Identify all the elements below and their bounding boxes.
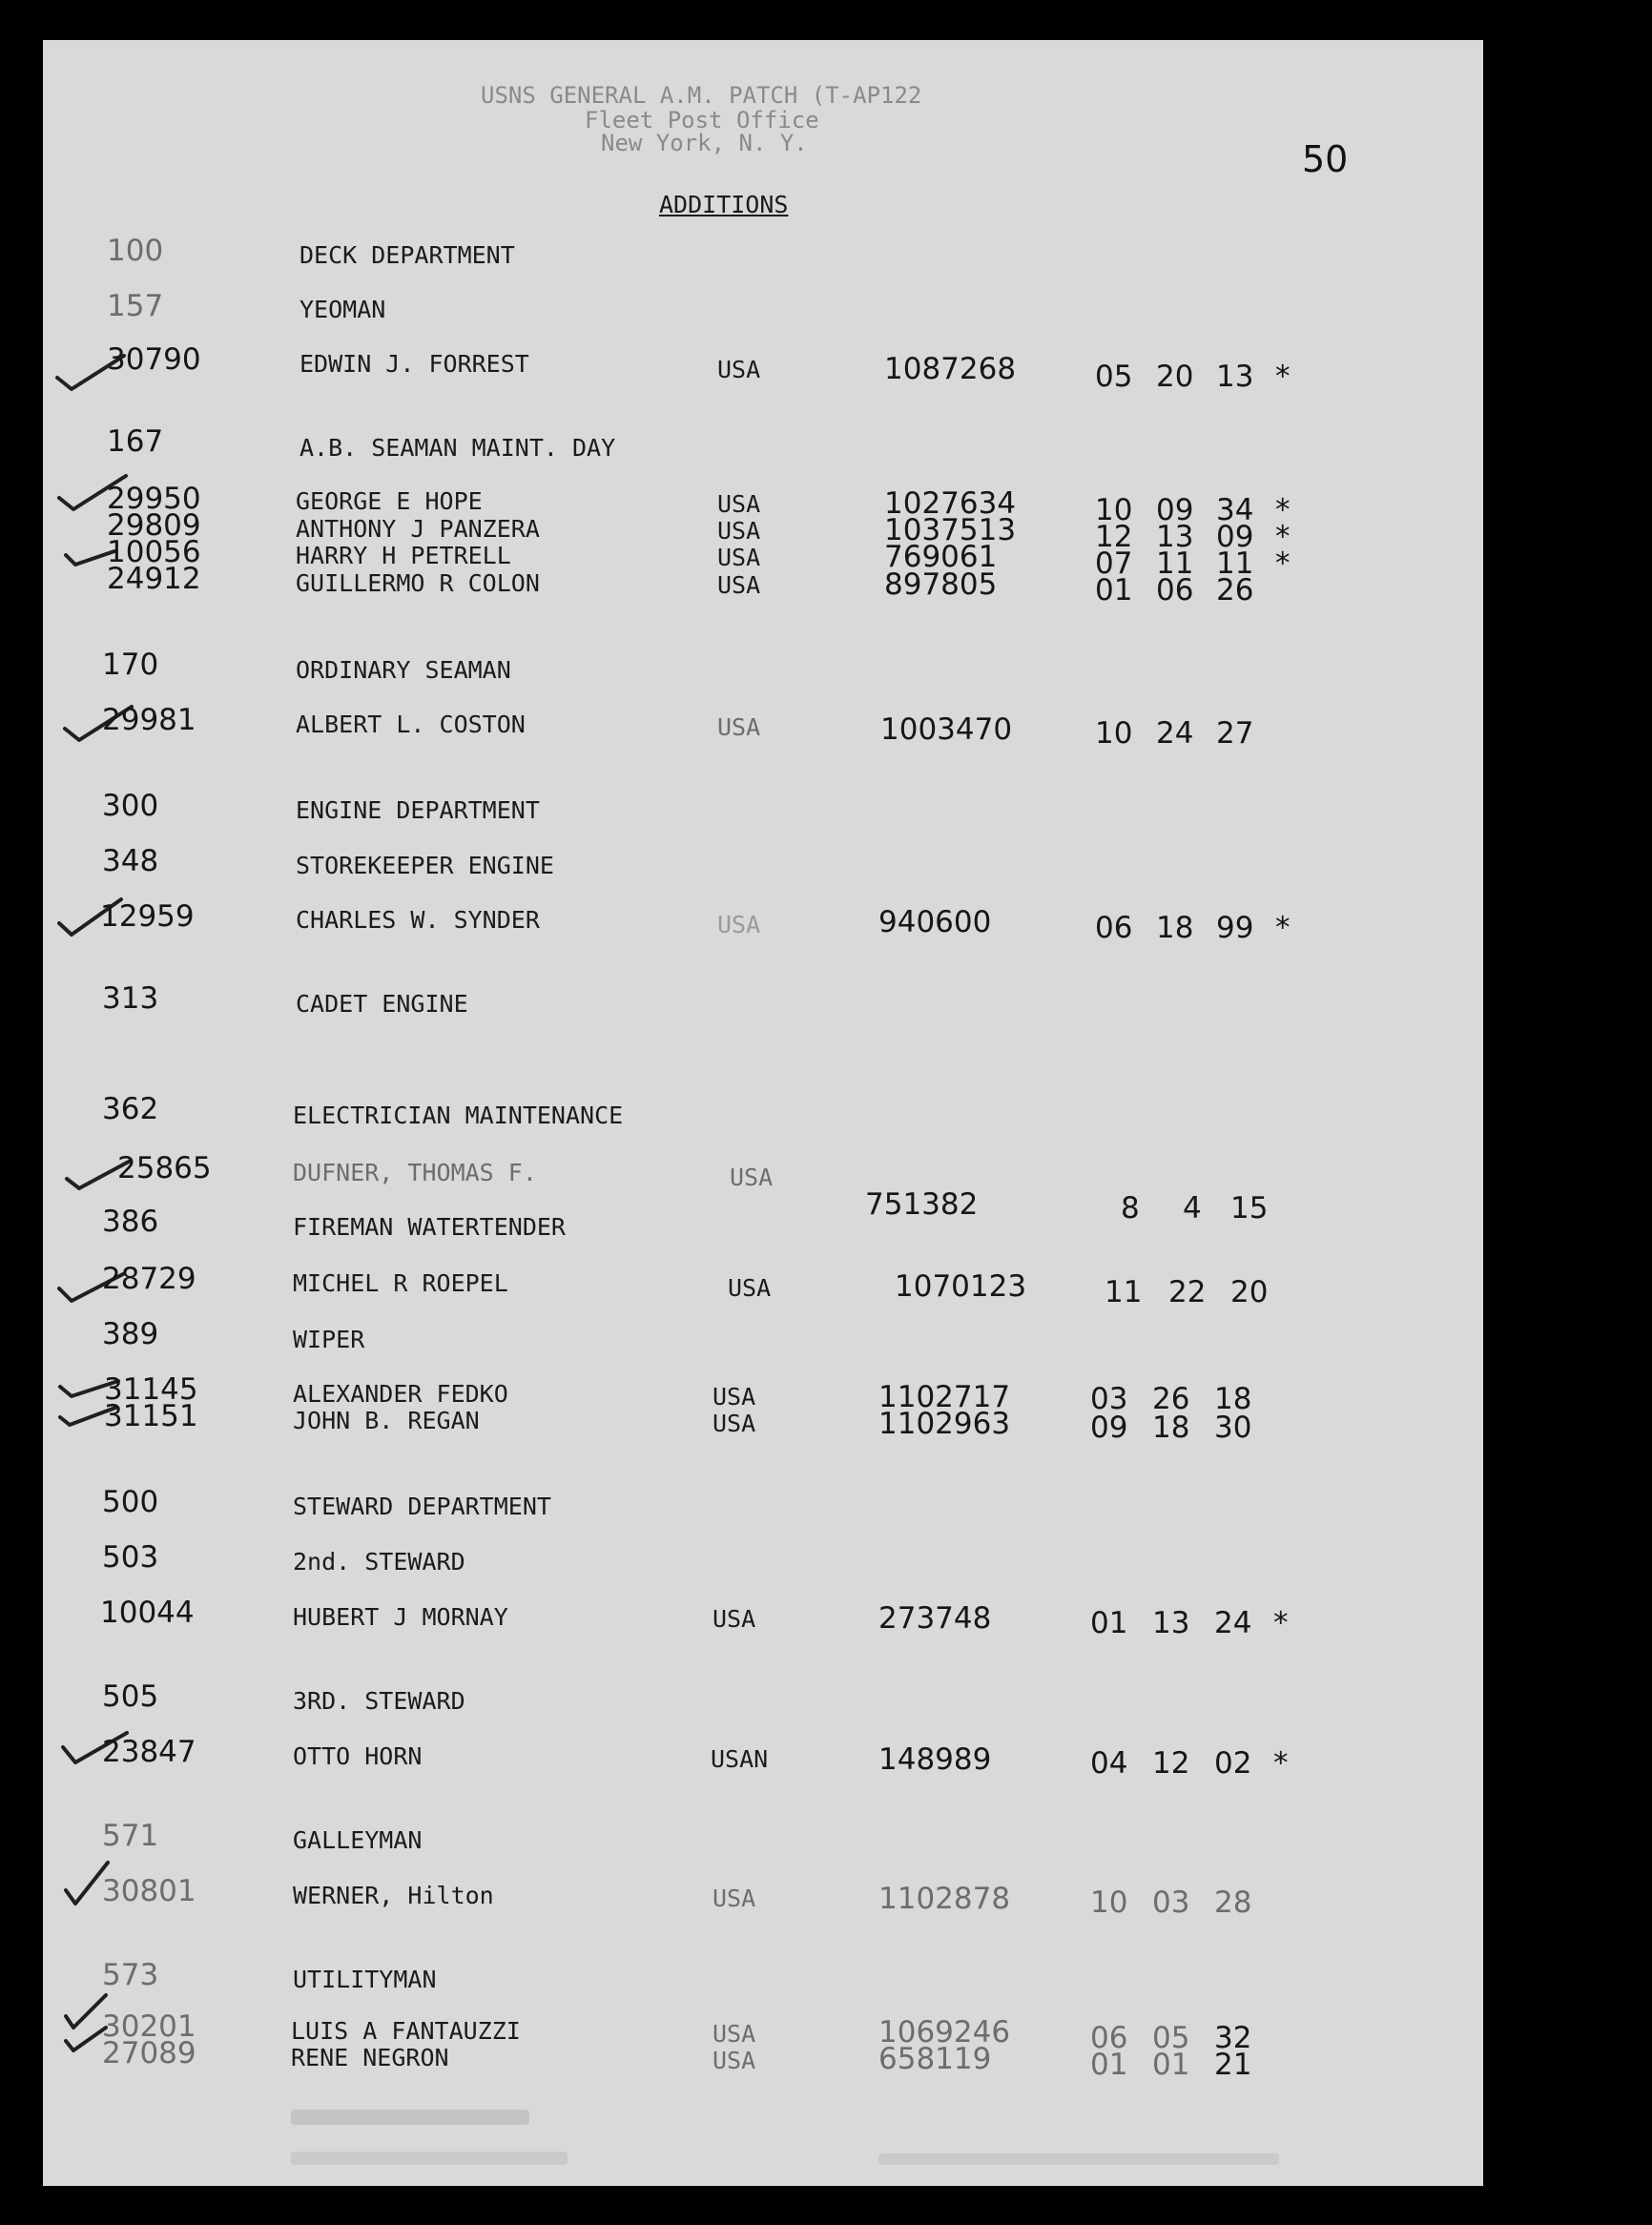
crew-date-1: 10 [1095,493,1133,527]
department-name: STEWARD DEPARTMENT [293,1493,551,1520]
asterisk-mark: * [1273,1606,1289,1640]
crew-name: GEORGE E HOPE [296,487,483,515]
crew-id: 30801 [102,1874,196,1908]
crew-id: 27089 [102,2036,196,2070]
crew-date-2: 09 [1156,493,1194,527]
crew-date-2: 01 [1152,2048,1190,2082]
crew-name: RENE NEGRON [291,2044,449,2071]
rating-code: 389 [102,1317,159,1351]
crew-nationality: USA [728,1274,772,1302]
crew-date-1: 12 [1095,520,1133,554]
asterisk-mark: * [1275,911,1291,945]
crew-id: 12959 [100,899,195,934]
crew-nationality: USA [712,1410,756,1437]
crew-nationality: USA [712,1383,756,1411]
crew-name: ALBERT L. COSTON [296,711,526,738]
faded-text-smudge [878,2153,1279,2165]
crew-name: EDWIN J. FORREST [299,350,529,378]
section-title: ADDITIONS [659,191,789,218]
rating-code: 573 [102,1958,159,1992]
crew-name: LUIS A FANTAUZZI [291,2017,521,2045]
crew-id: 23847 [102,1735,196,1769]
crew-date-2: 22 [1168,1275,1207,1309]
crew-date-3: 32 [1214,2021,1252,2055]
rating-code: 167 [107,424,164,459]
asterisk-mark: * [1275,546,1291,581]
crew-number: 273748 [878,1601,992,1636]
crew-nationality: USA [717,544,761,571]
crew-date-3: 09 [1216,520,1254,554]
crew-date-2: 12 [1152,1746,1190,1781]
crew-date-2: 06 [1156,573,1194,608]
rating-code: 348 [102,844,159,878]
department-code: 100 [107,234,164,268]
department-name: ENGINE DEPARTMENT [296,796,540,824]
crew-id: 31145 [104,1372,198,1407]
crew-nationality: USA [712,2047,756,2074]
crew-name: MICHEL R ROEPEL [293,1269,508,1297]
rating-code: 157 [107,289,164,323]
crew-number: 940600 [878,905,992,939]
crew-id: 30201 [102,2009,196,2044]
crew-date-3: 18 [1214,1382,1252,1416]
page-number: 50 [1302,138,1349,180]
crew-date-3: 24 [1214,1606,1252,1640]
rating-name: WIPER [293,1326,365,1353]
rating-name: FIREMAN WATERTENDER [293,1213,566,1241]
rating-code: 313 [102,981,159,1016]
crew-date-3: 28 [1214,1885,1252,1920]
crew-date-3: 34 [1216,493,1254,527]
crew-number: 1069246 [878,2015,1011,2050]
rating-name: A.B. SEAMAN MAINT. DAY [299,434,616,462]
rating-code: 362 [102,1092,159,1126]
crew-nationality: USA [717,713,761,741]
crew-number: 1027634 [884,486,1017,521]
rating-name: ORDINARY SEAMAN [296,656,511,684]
crew-nationality: USA [717,356,761,383]
rating-name: ELECTRICIAN MAINTENANCE [293,1102,624,1129]
crew-id: 31151 [104,1399,198,1433]
crew-name: WERNER, Hilton [293,1882,494,1909]
crew-number: 751382 [865,1187,979,1222]
crew-name: HARRY H PETRELL [296,542,511,569]
rating-name: CADET ENGINE [296,990,468,1018]
crew-date-2: 26 [1152,1382,1190,1416]
crew-id: 28729 [102,1262,196,1296]
crew-number: 1102878 [878,1882,1011,1916]
crew-date-1: 11 [1105,1275,1143,1309]
crew-date-2: 13 [1156,520,1194,554]
crew-date-1: 01 [1090,1606,1128,1640]
crew-date-3: 02 [1214,1746,1252,1781]
crew-date-3: 15 [1230,1191,1269,1226]
ship-name: USNS GENERAL A.M. PATCH (T-AP122 [481,82,922,109]
document-page [43,40,1483,2186]
crew-nationality: USA [717,517,761,545]
rating-name: GALLEYMAN [293,1826,423,1854]
crew-date-1: 07 [1095,546,1133,581]
crew-date-1: 10 [1090,1885,1128,1920]
asterisk-mark: * [1275,493,1291,527]
crew-number: 897805 [884,567,998,602]
crew-name: OTTO HORN [293,1742,423,1770]
crew-date-1: 05 [1095,360,1133,394]
crew-nationality: USA [717,490,761,518]
crew-date-1: 03 [1090,1382,1128,1416]
crew-date-3: 30 [1214,1411,1252,1445]
rating-code: 505 [102,1679,159,1714]
crew-number: 1003470 [880,712,1013,747]
crew-id: 25865 [117,1151,212,1185]
crew-date-2: 13 [1152,1606,1190,1640]
rating-name: YEOMAN [299,296,386,323]
crew-number: 658119 [878,2042,992,2076]
crew-date-2: 05 [1152,2021,1190,2055]
crew-nationality: USA [717,911,761,938]
crew-name: CHARLES W. SYNDER [296,906,540,934]
rating-code: 571 [102,1819,159,1853]
crew-date-1: 8 [1121,1191,1140,1226]
crew-date-3: 26 [1216,573,1254,608]
crew-date-2: 18 [1156,911,1194,945]
faded-text-smudge [291,2110,529,2125]
crew-date-2: 24 [1156,716,1194,751]
crew-number: 1070123 [895,1269,1027,1304]
crew-date-3: 27 [1216,716,1254,751]
department-code: 300 [102,789,159,823]
crew-date-1: 10 [1095,716,1133,751]
crew-date-2: 03 [1152,1885,1190,1920]
crew-id: 29809 [107,508,201,543]
crew-id: 24912 [107,562,201,596]
department-name: DECK DEPARTMENT [299,241,515,269]
city-line: New York, N. Y. [601,130,808,156]
crew-date-1: 09 [1090,1411,1128,1445]
crew-number: 148989 [878,1742,992,1777]
crew-nationality: USA [712,1605,756,1633]
crew-nationality: USAN [711,1745,769,1773]
crew-date-3: 13 [1216,360,1254,394]
rating-name: 2nd. STEWARD [293,1548,465,1576]
crew-nationality: USA [717,571,761,599]
crew-number: 1102717 [878,1380,1011,1414]
crew-id: 10056 [107,535,201,569]
rating-name: UTILITYMAN [293,1966,437,1993]
crew-date-2: 4 [1183,1191,1202,1226]
crew-name: ALEXANDER FEDKO [293,1380,508,1408]
crew-number: 1037513 [884,513,1017,547]
crew-number: 769061 [884,540,998,574]
crew-id: 30790 [107,342,201,377]
crew-date-2: 20 [1156,360,1194,394]
rating-name: 3RD. STEWARD [293,1687,465,1715]
crew-date-2: 11 [1156,546,1194,581]
crew-date-2: 18 [1152,1411,1190,1445]
department-code: 500 [102,1485,159,1519]
faded-text-smudge [291,2152,568,2165]
crew-nationality: USA [712,2020,756,2048]
crew-number: 1102963 [878,1407,1011,1441]
crew-id: 10044 [100,1596,195,1630]
crew-name: HUBERT J MORNAY [293,1603,508,1631]
crew-date-3: 99 [1216,911,1254,945]
crew-date-1: 01 [1090,2048,1128,2082]
crew-date-3: 20 [1230,1275,1269,1309]
rating-code: 170 [102,648,159,682]
rating-name: STOREKEEPER ENGINE [296,852,554,879]
crew-name: ANTHONY J PANZERA [296,515,540,543]
crew-nationality: USA [712,1885,756,1912]
crew-id: 29981 [102,703,196,737]
post-office: Fleet Post Office [585,107,819,134]
crew-date-3: 11 [1216,546,1254,581]
crew-id: 29950 [107,482,201,516]
crew-name: GUILLERMO R COLON [296,569,540,597]
crew-number: 1087268 [884,352,1017,386]
crew-date-1: 06 [1090,2021,1128,2055]
rating-code: 503 [102,1540,159,1575]
asterisk-mark: * [1275,520,1291,554]
crew-date-3: 21 [1214,2048,1252,2082]
crew-date-1: 01 [1095,573,1133,608]
crew-date-1: 04 [1090,1746,1128,1781]
crew-nationality: USA [730,1164,774,1191]
asterisk-mark: * [1275,360,1291,394]
crew-name: JOHN B. REGAN [293,1407,480,1434]
crew-date-1: 06 [1095,911,1133,945]
rating-code: 386 [102,1205,159,1239]
crew-name: DUFNER, THOMAS F. [293,1159,537,1186]
asterisk-mark: * [1273,1746,1289,1781]
